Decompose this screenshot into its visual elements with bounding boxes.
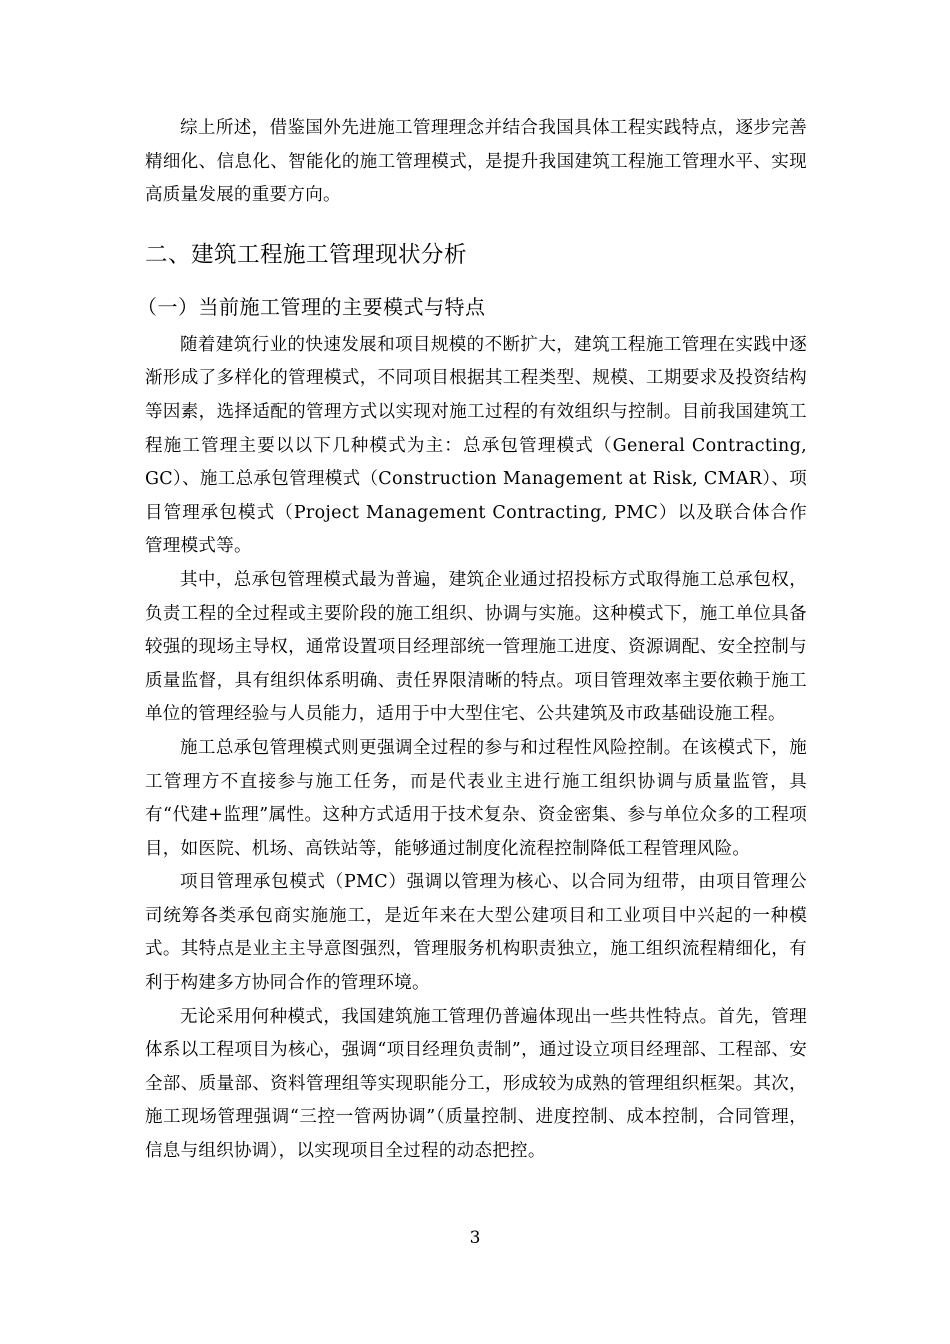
paragraph-general-contracting: 其中，总承包管理模式最为普遍，建筑企业通过招投标方式取得施工总承包权，负责工程的全过程或主要阶段的施工组织、协调与实施。这种模式下，施工单位具备较强的现场主导权，通常设置项目经理部统一管理施工进度、资源调配、安全控制与质量监督，具有组织体系明确、责任界限清晰的特点。项目管理效率主要依赖于施工单位的管理经验与人员能力，适用于中大型住宅、公共建筑及市政基础设施工程。 bbox=[145, 569, 807, 725]
page-number: 3 bbox=[469, 1228, 481, 1248]
subsection-heading: （一）当前施工管理的主要模式与特点 bbox=[137, 294, 486, 319]
summary-paragraph: 综上所述，借鉴国外先进施工管理理念并结合我国具体工程实践特点，逐步完善精细化、信息化、智能化的施工管理模式，是提升我国建筑工程施工管理水平、实现高质量发展的重要方向。 bbox=[145, 118, 807, 206]
paragraph-pmc: 项目管理承包模式（PMC）强调以管理为核心、以合同为纽带，由项目管理公司统筹各类承包商实施施工，是近年来在大型公建项目和工业项目中兴起的一种模式。其特点是业主主导意图强烈，管理服务机构职责独立，施工组织流程精细化，有利于构建多方协同合作的管理环境。 bbox=[145, 872, 807, 994]
document-page bbox=[137, 112, 807, 1169]
paragraph-common-features: 无论采用何种模式，我国建筑施工管理仍普遍体现出一些共性特点。首先，管理体系以工程项目为核心，强调“项目经理负责制”，通过设立项目经理部、工程部、安全部、质量部、资料管理组等实现职能分工，形成较为成熟的管理组织框架。其次，施工现场管理强调“三控一管两协调”（质量控制、进度控制、成本控制，合同管理，信息与组织协调），以实现项目全过程的动态把控。 bbox=[145, 1006, 807, 1162]
paragraph-management-modes: 随着建筑行业的快速发展和项目规模的不断扩大，建筑工程施工管理在实践中逐渐形成了多样化的管理模式，不同项目根据其工程类型、规模、工期要求及投资结构等因素，选择适配的管理方式以实现对施工过程的有效组织与控制。目前我国建筑工程施工管理主要以以下几种模式为主：总承包管理模式（General Contracting, GC）、施工总承包管理模式（Construction Management at Risk, CMAR）、项目管理承包模式（Project Management Contracting, PMC）以及联合体合作管理模式等。 bbox=[145, 334, 807, 557]
section-heading: 二、建筑工程施工管理现状分析 bbox=[145, 241, 468, 268]
paragraph-cmar: 施工总承包管理模式则更强调全过程的参与和过程性风险控制。在该模式下，施工管理方不直接参与施工任务，而是代表业主进行施工组织协调与质量监管，具有“代建+监理”属性。这种方式适用于技术复杂、资金密集、参与单位众多的工程项目，如医院、机场、高铁站等，能够通过制度化流程控制降低工程管理风险。 bbox=[145, 737, 807, 859]
